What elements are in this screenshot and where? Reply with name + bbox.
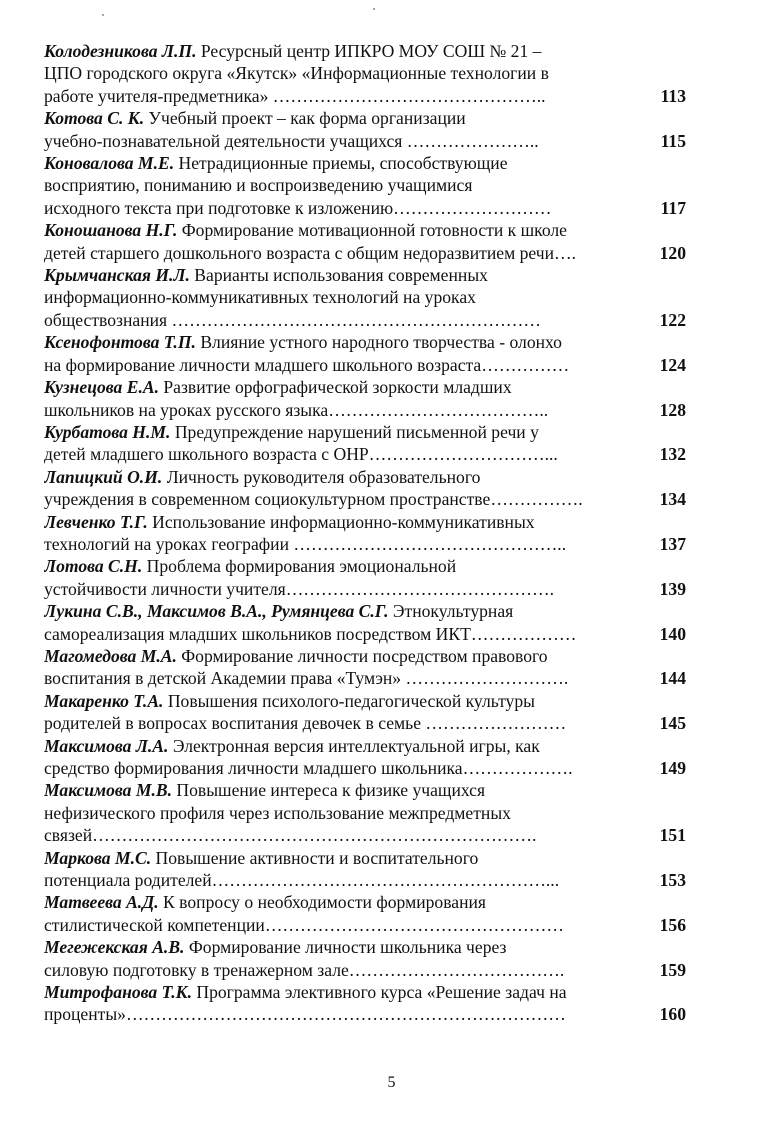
- toc-entry-author: Лукина С.В., Максимов В.А., Румянцева С.Г.: [44, 601, 389, 622]
- toc-entry-title: учебно-познавательной деятельности учащихся …………………..: [44, 130, 539, 151]
- toc-entry-line: [44, 824, 628, 846]
- toc-entry-line: [44, 1003, 628, 1025]
- toc-entry: [44, 555, 686, 600]
- toc-entry-author: Митрофанова Т.К.: [44, 982, 192, 1003]
- toc-entry-line: [44, 667, 628, 689]
- toc-entry-line: [44, 152, 628, 174]
- toc-entry-title: потенциала родителей…………………………………………………...: [44, 870, 560, 891]
- toc-entry-line: [44, 130, 628, 152]
- toc-entry-author: Курбатова Н.М.: [44, 421, 171, 442]
- toc-entry-line: [44, 174, 628, 196]
- toc-entry: [44, 779, 686, 846]
- toc-entry-line: [44, 779, 628, 801]
- toc-entry-title: Использование информационно-коммуникативных: [147, 511, 535, 532]
- toc-entry-title: школьников на уроках русского языка………………………………..: [44, 399, 549, 420]
- scan-speck: [373, 8, 375, 10]
- toc-entry-title: Учебный проект – как форма организации: [144, 108, 466, 129]
- toc-entry-page: 117: [660, 197, 686, 218]
- toc-entry-page: 128: [659, 399, 686, 420]
- toc-entry-line: [44, 623, 628, 645]
- toc-entry-title: нефизического профиля через использование межпредметных: [44, 802, 511, 823]
- toc-entry-line: [44, 735, 628, 757]
- toc-entry-line: [44, 466, 628, 488]
- toc-entry-title: воспитания в детской Академии права «Тумэн» ……………………….: [44, 668, 569, 689]
- toc-entry-title: самореализация младших школьников посредством ИКТ………………: [44, 623, 577, 644]
- toc-entry-page: 124: [659, 354, 686, 375]
- toc-entry-title: работе учителя-предметника» ………………………………………..: [44, 85, 546, 106]
- toc-entry-page: 120: [659, 242, 686, 263]
- toc-entry-author: Максимова М.В.: [44, 780, 172, 801]
- toc-entry-page: 156: [659, 914, 686, 935]
- toc-entry-page: 159: [659, 959, 686, 980]
- toc-entry-title: Формирование личности школьника через: [184, 937, 507, 958]
- toc-entry-line: [44, 376, 628, 398]
- toc-entry-page: 122: [659, 309, 686, 330]
- scan-speck: [102, 14, 104, 16]
- toc-entry-title: исходного текста при подготовке к изложению………………………: [44, 197, 552, 218]
- toc-entry-page: 151: [659, 825, 686, 846]
- toc-entry-page: 139: [659, 578, 686, 599]
- page-number: 5: [387, 1074, 396, 1091]
- toc-entry-title: проценты»…………………………………………………………………: [44, 1004, 566, 1025]
- toc-entry-title: Повышения психолого-педагогической культуры: [163, 690, 535, 711]
- toc-entry-title: восприятию, пониманию и воспроизведению учащимися: [44, 175, 473, 196]
- toc-entry-title: Ресурсный центр ИПКРО МОУ СОШ № 21 –: [196, 41, 542, 61]
- toc-entry-title: К вопросу о необходимости формирования: [158, 892, 487, 913]
- toc-entry-title: Этнокультурная: [388, 601, 514, 622]
- toc-entry-line: [44, 936, 628, 958]
- toc-entry-title: Формирование личности посредством правового: [176, 645, 548, 666]
- toc-entry-line: [44, 914, 628, 936]
- toc-entry-page: 144: [659, 668, 686, 689]
- toc-entry-line: [44, 757, 628, 779]
- toc-entry-title: технологий на уроках географии ………………………………………..: [44, 533, 567, 554]
- toc-entry-author: Максимова Л.А.: [44, 735, 169, 756]
- toc-entry-line: [44, 690, 628, 712]
- toc-entry-line: [44, 354, 628, 376]
- toc-entry-line: [44, 107, 628, 129]
- toc-entry-line: [44, 600, 628, 622]
- toc-entry: [44, 981, 686, 1026]
- toc-entry-line: [44, 891, 628, 913]
- toc-entry-author: Ксенофонтова Т.П.: [44, 332, 196, 353]
- toc-entry-title: Варианты использования современных: [189, 265, 488, 286]
- toc-entry-author: Котова С. К.: [44, 108, 145, 129]
- toc-entry-line: [44, 802, 628, 824]
- toc-entry-title: учреждения в современном социокультурном пространстве…………….: [44, 489, 583, 510]
- toc-entry-line: [44, 264, 628, 286]
- toc-entry: [44, 376, 686, 421]
- toc-entry-line: [44, 62, 628, 84]
- toc-entry-page: 160: [659, 1004, 686, 1025]
- toc-entry-title: Повышение активности и воспитательного: [151, 847, 479, 868]
- toc-entry-line: [44, 399, 628, 421]
- toc-entry-author: Мегежекская А.В.: [44, 937, 185, 958]
- toc-entry-author: Лапицкий О.И.: [44, 466, 163, 487]
- toc-entry-title: Формирование мотивационной готовности к школе: [177, 220, 567, 241]
- toc-entry-line: [44, 488, 628, 510]
- toc-entry-title: на формирование личности младшего школьного возраста……………: [44, 354, 570, 375]
- toc-entry: [44, 466, 686, 511]
- toc-entry-page: 134: [659, 489, 686, 510]
- toc-entry-line: [44, 286, 628, 308]
- toc-entry-title: Развитие орфографической зоркости младших: [158, 377, 512, 398]
- toc-entry-author: Колодезникова Л.П.: [44, 41, 197, 61]
- toc-entry-title: детей младшего школьного возраста с ОНР…………………………...: [44, 444, 558, 465]
- toc-entry: [44, 331, 686, 376]
- toc-entry-author: Лотова С.Н.: [44, 556, 143, 577]
- toc-entry-title: Программа элективного курса «Решение задач на: [191, 982, 567, 1003]
- toc-entry-line: [44, 645, 628, 667]
- toc-entry: [44, 936, 686, 981]
- toc-entry-page: 149: [659, 758, 686, 778]
- toc-entry-title: Личность руководителя образовательного: [162, 466, 481, 487]
- toc-entry-line: [44, 421, 628, 443]
- toc-entry-author: Кузнецова Е.А.: [44, 377, 159, 398]
- toc-entry-line: [44, 331, 628, 353]
- toc-entry-author: Матвеева А.Д.: [44, 892, 159, 913]
- toc-entry-title: Проблема формирования эмоциональной: [142, 556, 457, 577]
- toc-entry-line: [44, 869, 628, 891]
- toc-entry-page: 137: [659, 533, 686, 554]
- toc-entry: [44, 219, 686, 264]
- toc-entry-line: [44, 309, 628, 331]
- toc-entry-line: [44, 40, 628, 62]
- toc-entry-line: [44, 959, 628, 981]
- toc-entry-page: 153: [659, 870, 686, 891]
- toc-entry-page: 140: [659, 623, 686, 644]
- toc-entry: [44, 891, 686, 936]
- table-of-contents: [44, 40, 686, 1026]
- toc-entry-title: информационно-коммуникативных технологий на уроках: [44, 287, 476, 308]
- toc-entry-title: родителей в вопросах воспитания девочек в семье ……………………: [44, 713, 567, 734]
- toc-entry-title: Повышение интереса к физике учащихся: [172, 780, 486, 801]
- toc-entry-title: силовую подготовку в тренажерном зале……………………………….: [44, 959, 565, 980]
- toc-entry: [44, 511, 686, 556]
- toc-entry-title: Нетрадиционные приемы, способствующие: [174, 153, 508, 174]
- toc-entry-page: 115: [660, 130, 686, 151]
- toc-entry-title: стилистической компетенции……………………………………………: [44, 914, 564, 935]
- toc-entry-title: устойчивости личности учителя……………………………………….: [44, 578, 555, 599]
- toc-entry: [44, 264, 686, 331]
- toc-entry-line: [44, 443, 628, 465]
- toc-entry-title: Влияние устного народного творчества - олонхо: [195, 332, 562, 353]
- toc-entry-author: Коношанова Н.Г.: [44, 220, 178, 241]
- toc-entry: [44, 645, 686, 690]
- toc-entry-title: связей………………………………………………………………….: [44, 825, 537, 846]
- toc-entry-line: [44, 712, 628, 734]
- toc-entry: [44, 40, 686, 107]
- toc-entry-line: [44, 555, 628, 577]
- toc-entry-author: Крымчанская И.Л.: [44, 265, 190, 286]
- toc-entry-author: Коновалова М.Е.: [44, 153, 175, 174]
- toc-entry-line: [44, 847, 628, 869]
- toc-entry-line: [44, 219, 628, 241]
- toc-entry-author: Магомедова М.А.: [44, 645, 177, 666]
- toc-entry: [44, 600, 686, 645]
- toc-entry-title: детей старшего дошкольного возраста с общим недоразвитием речи….: [44, 242, 577, 263]
- toc-entry: [44, 152, 686, 219]
- toc-entry: [44, 847, 686, 892]
- toc-entry-author: Маркова М.С.: [44, 847, 152, 868]
- toc-entry-line: [44, 242, 628, 264]
- toc-entry-page: 113: [660, 85, 686, 106]
- toc-entry: [44, 107, 686, 152]
- toc-entry-title: средство формирования личности младшего школьника……………….: [44, 758, 573, 778]
- toc-entry-author: Макаренко Т.А.: [44, 690, 164, 711]
- toc-entry-line: [44, 197, 628, 219]
- toc-entry-page: 145: [659, 713, 686, 734]
- toc-entry: [44, 735, 686, 780]
- toc-entry-line: [44, 578, 628, 600]
- toc-entry-line: [44, 85, 628, 107]
- toc-entry-line: [44, 511, 628, 533]
- toc-entry-author: Левченко Т.Г.: [44, 511, 148, 532]
- toc-entry: [44, 690, 686, 735]
- toc-entry-title: обществознания ………………………………………………………: [44, 309, 541, 330]
- toc-entry-page: 132: [659, 444, 686, 465]
- toc-entry-title: Электронная версия интеллектуальной игры, как: [168, 735, 540, 756]
- toc-entry: [44, 421, 686, 466]
- toc-entry-line: [44, 981, 628, 1003]
- toc-entry-title: Предупреждение нарушений письменной речи у: [170, 421, 539, 442]
- toc-entry-line: [44, 533, 628, 555]
- toc-entry-title: ЦПО городского округа «Якутск» «Информационные технологии в: [44, 63, 549, 84]
